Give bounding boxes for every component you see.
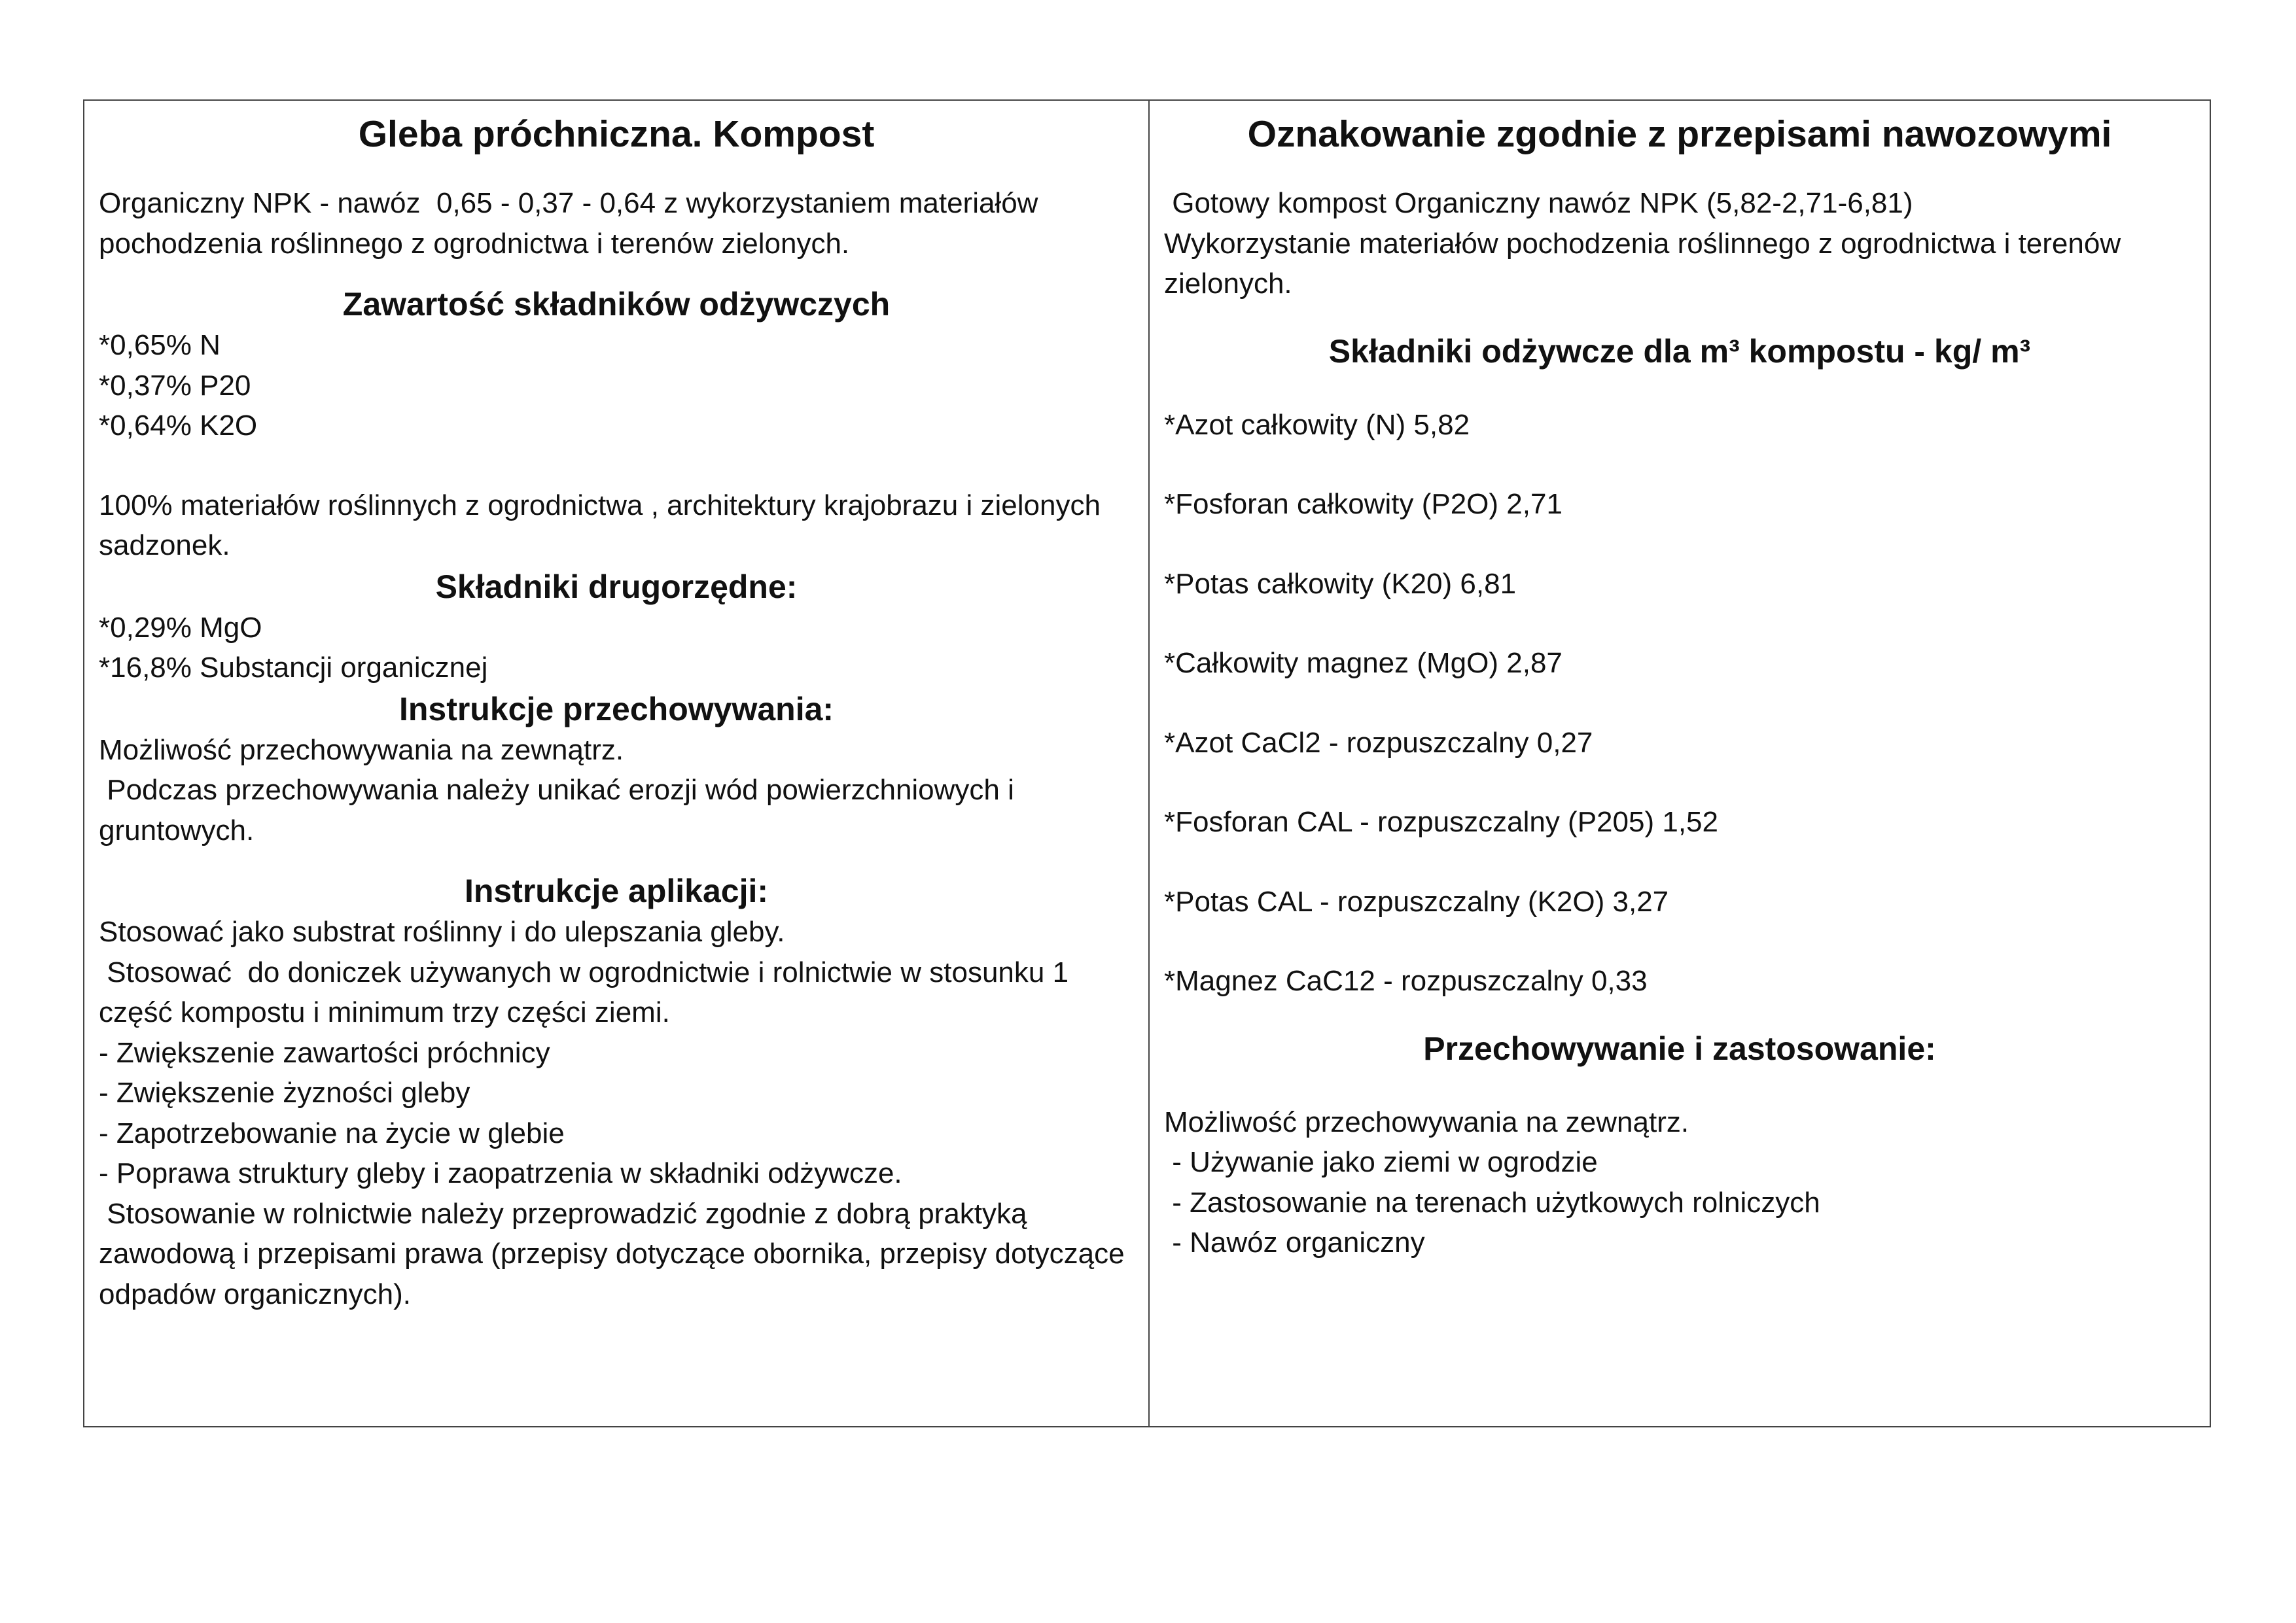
usage-heading: Przechowywanie i zastosowanie: [1423, 1030, 1936, 1067]
application-line: Stosować do doniczek używanych w ogrodnictwie i rolnictwie w stosunku 1 część kompostu i minimum trzy części ziemi. [99, 956, 1077, 1028]
label-table [83, 99, 2211, 1427]
right-column [1150, 101, 2210, 1426]
right-nutrient-item: *Azot całkowity (N) 5,82 [1164, 408, 1470, 441]
storage-text [99, 730, 1134, 851]
nutrient-item: *0,65% N [99, 329, 221, 361]
application-line: Stosować jako substrat roślinny i do ulepszania gleby. [99, 916, 785, 948]
right-intro-line: Gotowy kompost Organiczny nawóz NPK (5,82-2,71-6,81) [1164, 187, 1913, 219]
right-intro-line: Wykorzystanie materiałów pochodzenia roślinnego z ogrodnictwa i terenów zielonych. [1164, 227, 2129, 300]
usage-line: - Zastosowanie na terenach użytkowych rolniczych [1164, 1186, 1820, 1219]
application-line: - Poprawa struktury gleby i zaopatrzenia w składniki odżywcze. [99, 1157, 902, 1189]
usage-list [1164, 1102, 2195, 1263]
materials-text: 100% materiałów roślinnych z ogrodnictwa , architektury krajobrazu i zielonych sadzonek. [99, 489, 1109, 561]
left-title: Gleba próchniczna. Kompost [358, 113, 875, 155]
application-line: - Zwiększenie zawartości próchnicy [99, 1036, 550, 1069]
secondary-item: *0,29% MgO [99, 611, 262, 644]
right-nutrient-item: *Całkowity magnez (MgO) 2,87 [1164, 647, 1563, 679]
application-heading: Instrukcje aplikacji: [464, 873, 769, 909]
storage-heading: Instrukcje przechowywania: [398, 690, 834, 727]
storage-line: Możliwość przechowywania na zewnątrz. [99, 733, 624, 766]
right-title: Oznakowanie zgodnie z przepisami nawozowymi [1247, 113, 2112, 155]
storage-line: Podczas przechowywania należy unikać erozji wód powierzchniowych i gruntowych. [99, 774, 1023, 846]
nutrient-item: *0,37% P20 [99, 369, 251, 402]
usage-line: Możliwość przechowywania na zewnątrz. [1164, 1106, 1689, 1138]
nutrient-item: *0,64% K2O [99, 410, 258, 442]
right-nutrient-item: *Azot CaCl2 - rozpuszczalny 0,27 [1164, 726, 1593, 759]
application-line: - Zapotrzebowanie na życie w glebie [99, 1117, 565, 1149]
right-intro [1164, 183, 2195, 304]
usage-line: - Nawóz organiczny [1164, 1227, 1425, 1259]
right-nutrients-list [1164, 405, 2195, 1002]
secondary-item: *16,8% Substancji organicznej [99, 652, 488, 684]
right-nutrients-heading: Składniki odżywcze dla m³ kompostu - kg/ m³ [1328, 332, 2031, 370]
left-intro: Organiczny NPK - nawóz 0,65 - 0,37 - 0,64 z wykorzystaniem materiałów pochodzenia roślinnego z ogrodnictwa i terenów zielonych. [99, 187, 1046, 260]
left-column [84, 101, 1150, 1426]
nutrients-list [99, 325, 1134, 446]
application-text [99, 912, 1134, 1314]
secondary-list [99, 608, 1134, 688]
right-nutrient-item: *Fosforan całkowity (P2O) 2,71 [1164, 488, 1563, 520]
right-nutrient-item: *Potas całkowity (K20) 6,81 [1164, 567, 1517, 600]
right-nutrient-item: *Fosforan CAL - rozpuszczalny (P205) 1,52 [1164, 806, 1718, 838]
usage-line: - Używanie jako ziemi w ogrodzie [1164, 1146, 1598, 1178]
right-nutrient-item: *Potas CAL - rozpuszczalny (K2O) 3,27 [1164, 885, 1669, 918]
right-nutrient-item: *Magnez CaC12 - rozpuszczalny 0,33 [1164, 965, 1648, 997]
nutrients-heading: Zawartość składników odżywczych [342, 286, 891, 323]
application-line: Stosowanie w rolnictwie należy przeprowadzić zgodnie z dobrą praktyką zawodową i przepisami prawa (przepisy dotyczące obornika, przepisy dotyczące odpadów organicznych). [99, 1197, 1133, 1310]
application-line: - Zwiększenie żyzności gleby [99, 1077, 470, 1109]
secondary-heading: Składniki drugorzędne: [435, 568, 798, 605]
